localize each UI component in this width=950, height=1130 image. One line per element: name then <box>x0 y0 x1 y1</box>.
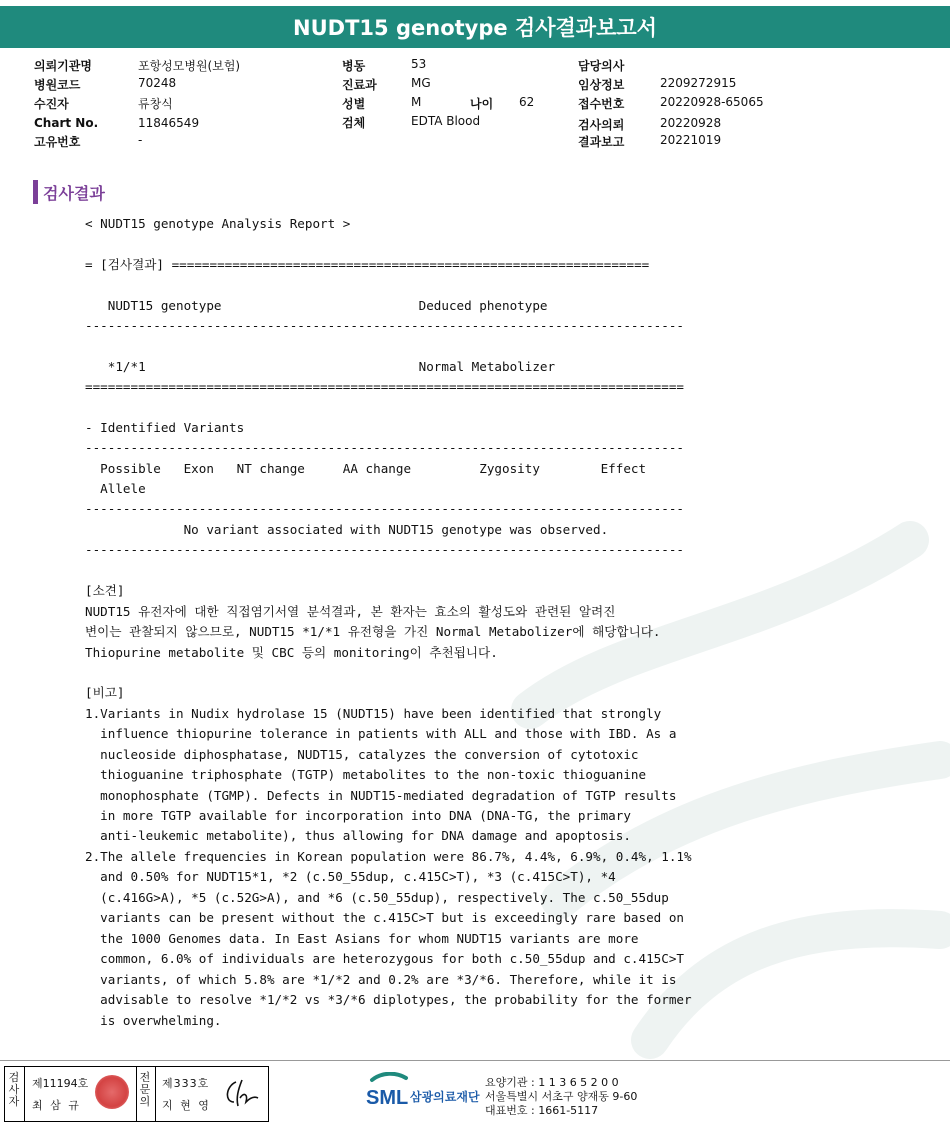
genotype-header: NUDT15 genotype Deduced phenotype <box>85 298 548 313</box>
label-doctor: 담당의사 <box>578 59 625 73</box>
address: 서울특별시 서초구 양재동 9-60 <box>485 1090 638 1103</box>
remarks-line: thioguanine triphosphate (TGTP) metabolites to the non-toxic thioguanine <box>85 767 647 782</box>
label-request-date: 검사의뢰 <box>578 118 625 132</box>
remarks-line: variants, of which 5.8% are *1/*2 and 0.2% are *3/*6. Therefore, while it is <box>85 972 677 987</box>
label-sex: 성별 <box>342 97 366 111</box>
remarks-line: monophosphate (TGMP). Defects in NUDT15-mediated degradation of TGTP results <box>85 788 677 803</box>
value-chart-no: 11846549 <box>138 116 200 130</box>
label-unique-no: 고유번호 <box>34 135 81 149</box>
label-patient: 수진자 <box>34 97 69 111</box>
label-specimen: 검체 <box>342 116 366 130</box>
value-report-date: 20221019 <box>660 133 722 147</box>
label-report-date: 결과보고 <box>578 135 625 149</box>
remarks-line: influence thiopurine tolerance in patients with ALL and those with IBD. As a <box>85 726 677 741</box>
examiner-label: 검 사 자 <box>8 1071 20 1108</box>
value-department: MG <box>411 76 431 90</box>
examiner-license-no: 제11194호 <box>32 1077 89 1090</box>
value-requesting-institution: 포항성모병원(보험) <box>138 59 241 73</box>
sml-logo <box>366 1072 480 1114</box>
remarks-line: the 1000 Genomes data. In East Asians for whom NUDT15 variants are more <box>85 931 639 946</box>
section-title: 검사결과 <box>43 184 105 203</box>
dash-divider: ------------------------------------------------------------------------------- <box>85 318 684 333</box>
variant-header-row1: Possible Exon NT change AA change Zygosity Effect <box>85 461 647 476</box>
remarks-line: 1.Variants in Nudix hydrolase 15 (NUDT15) have been identified that strongly <box>85 706 662 721</box>
value-unique-no: - <box>138 133 143 147</box>
value-clinical-info: 2209272915 <box>660 76 737 90</box>
opinion-line: 변이는 관찰되지 않으므로, NUDT15 *1/*1 유전형을 가진 Normal Metabolizer에 해당합니다. <box>85 624 661 639</box>
value-specimen: EDTA Blood <box>411 114 481 128</box>
value-patient: 류창식 <box>138 97 173 111</box>
no-variant-message: No variant associated with NUDT15 genotype was observed. <box>85 522 609 537</box>
variant-header-row2: Allele <box>85 481 146 496</box>
remarks-line: and 0.50% for NUDT15*1, *2 (c.50_55dup, c.415C>T), *3 (c.415C>T), *4 <box>85 869 616 884</box>
dash-divider: ------------------------------------------------------------------------------- <box>85 542 684 557</box>
main-phone: 대표번호 : 1661-5117 <box>485 1104 599 1117</box>
value-age: 62 <box>519 95 535 109</box>
opinion-line: Thiopurine metabolite 및 CBC 등의 monitoring이 추천됩니다. <box>85 645 498 660</box>
label-clinical-info: 임상정보 <box>578 78 625 92</box>
opinion-heading: [소견] <box>85 583 125 598</box>
section-accent-bar <box>33 180 38 204</box>
footer-divider <box>0 1060 950 1061</box>
label-requesting-institution: 의뢰기관명 <box>34 59 92 73</box>
handwritten-signature-icon <box>222 1076 262 1110</box>
examiner-name: 최 삼 규 <box>32 1099 81 1112</box>
sml-logo-text: SML <box>366 1087 409 1109</box>
report-heading: < NUDT15 genotype Analysis Report > <box>85 216 351 231</box>
label-hospital-code: 병원코드 <box>34 78 81 92</box>
remarks-line: in more TGTP available for incorporation into DNA (DNA-TG, the primary <box>85 808 631 823</box>
value-sex: M <box>411 95 422 109</box>
dash-divider: ------------------------------------------------------------------------------- <box>85 501 684 516</box>
organization-name: 삼광의료재단 <box>410 1090 480 1104</box>
value-receipt-no: 20220928-65065 <box>660 95 764 109</box>
seal-stamp-icon <box>95 1075 129 1109</box>
label-department: 진료과 <box>342 78 377 92</box>
institution-code: 요양기관 : 1 1 3 6 5 2 0 0 <box>485 1076 619 1089</box>
remarks-line: is overwhelming. <box>85 1013 222 1028</box>
sml-logo-icon <box>366 1072 410 1110</box>
label-age: 나이 <box>470 97 494 111</box>
specialist-label: 전 문 의 <box>139 1071 151 1108</box>
result-divider: = [검사결과] =============================================================== <box>85 257 650 272</box>
label-receipt-no: 접수번호 <box>578 97 625 111</box>
report-title: NUDT15 genotype 검사결과보고서 <box>0 6 950 48</box>
genotype-row: *1/*1 Normal Metabolizer <box>85 359 556 374</box>
specialist-name: 지 현 영 <box>162 1099 211 1112</box>
dash-divider: ------------------------------------------------------------------------------- <box>85 440 684 455</box>
remarks-heading: [비고] <box>85 685 125 700</box>
label-ward: 병동 <box>342 59 366 73</box>
value-ward: 53 <box>411 57 427 71</box>
specialist-license-no: 제333호 <box>162 1077 210 1090</box>
variants-title: - Identified Variants <box>85 420 245 435</box>
remarks-line: nucleoside diphosphatase, NUDT15, catalyzes the conversion of cytotoxic <box>85 747 639 762</box>
opinion-line: NUDT15 유전자에 대한 직접염기서열 분석결과, 본 환자는 효소의 활성도와 관련된 알려진 <box>85 604 616 619</box>
remarks-line: (c.416G>A), *5 (c.52G>A), and *6 (c.50_55dup), respectively. The c.50_55dup <box>85 890 669 905</box>
eq-divider: =============================================================================== <box>85 379 684 394</box>
value-request-date: 20220928 <box>660 116 722 130</box>
remarks-line: 2.The allele frequencies in Korean population were 86.7%, 4.4%, 6.9%, 0.4%, 1.1% <box>85 849 692 864</box>
remarks-line: anti-leukemic metabolite), thus allowing for DNA damage and apoptosis. <box>85 828 631 843</box>
value-hospital-code: 70248 <box>138 76 177 90</box>
remarks-line: advisable to resolve *1/*2 vs *3/*6 diplotypes, the probability for the former <box>85 992 692 1007</box>
remarks-line: variants can be present without the c.415C>T but is exceedingly rare based on <box>85 910 684 925</box>
remarks-line: common, 6.0% of individuals are heterozygous for both c.50_55dup and c.415C>T <box>85 951 684 966</box>
label-chart-no: Chart No. <box>34 116 99 130</box>
